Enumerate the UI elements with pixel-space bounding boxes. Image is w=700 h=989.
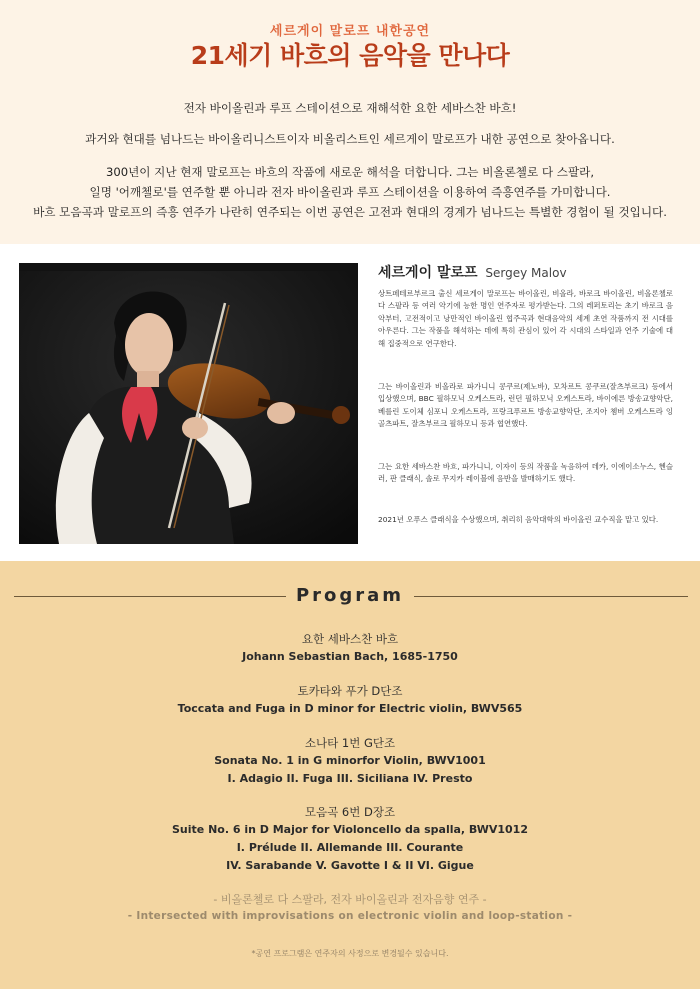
work-2-en: Sonata No. 1 in G minorfor Violin, BWV1001 [214, 754, 486, 767]
intro-line-3b: 일명 '어깨첼로'를 연주할 뿐 아니라 전자 바이올린과 루프 스테이션을 이용하여 즉흥연주를 가미합니다. [89, 185, 611, 199]
work-3-ko: 모음곡 6번 D장조 [304, 805, 396, 819]
work-2-movements: I. Adagio II. Fuga III. Siciliana IV. Presto [227, 772, 473, 785]
work-3-movements-1: I. Prélude II. Allemande III. Courante [236, 841, 464, 854]
performer-name-en: Sergey Malov [485, 266, 567, 280]
intro-line-1: 전자 바이올린과 루프 스테이션으로 재해석한 요한 세바스찬 바흐! [183, 101, 517, 115]
concert-subtitle: 세르게이 말로프 내한공연 [269, 24, 431, 39]
work-2-ko: 소나타 1번 G단조 [304, 736, 396, 750]
header-section [0, 0, 700, 244]
bio-paragraph-3: 그는 요한 세바스찬 바흐, 파가니니, 이자이 등의 작품을 녹음하여 데카, 이에이소누스, 헨슬러, 판 클래식, 솔로 무지카 레이블에 음반을 발매하기도 했다. [378, 462, 673, 484]
bio-paragraph-4: 2021년 오푸스 클래식을 수상했으며, 취리히 음악대학의 바이올린 교수직을 맡고 있다. [378, 515, 659, 524]
performer-name-ko: 세르게이 말로프 [378, 265, 478, 281]
program-title: Program [295, 585, 405, 606]
violinist-illustration [19, 263, 358, 544]
intro-paragraph-3 [0, 162, 700, 222]
composer-ko: 요한 세바스찬 바흐 [301, 632, 399, 646]
work-3-movements-2: IV. Sarabande V. Gavotte I & II VI. Gigue [226, 859, 474, 872]
performer-photo [19, 263, 358, 544]
intro-line-3a: 300년이 지난 현재 말로프는 바흐의 작품에 새로운 해석을 더합니다. 그는 비올론첼로 다 스팔라, [105, 165, 595, 179]
bio-paragraph-1: 상트페테르부르크 출신 세르게이 말로프는 바이올린, 비올라, 바로크 바이올린, 비올론첼로 다 스팔라 등 여러 악기에 능한 명인 연주자로 평가받는다. 그의 레퍼토리는 초기 바로크 음악부터, 고전적이고 낭만적인 바이올린 협주곡과 현대음악의 세계 초연 작품까지 전 시대를 아우른다. 그는 작품을 해석하는 데에 특히 관심이 있어 각 시대의 스타일과 연주 기술에 대해 집중적으로 연구한다. [378, 289, 673, 348]
improv-note-ko: - 비올론첼로 다 스팔라, 전자 바이올린과 전자음향 연주 - [213, 893, 487, 906]
intro-line-2: 과거와 현대를 넘나드는 바이올리니스트이자 비올리스트인 세르게이 말로프가 내한 공연으로 찾아옵니다. [85, 132, 615, 146]
performer-name [378, 262, 567, 282]
composer-en: Johann Sebastian Bach, 1685-1750 [242, 650, 458, 663]
work-1-en: Toccata and Fuga in D minor for Electric violin, BWV565 [177, 702, 523, 715]
program-footnote: *공연 프로그램은 연주자의 사정으로 변경될수 있습니다. [251, 949, 449, 958]
work-3-en: Suite No. 6 in D Major for Violoncello da spalla, BWV1012 [172, 823, 528, 836]
concert-title: 21세기 바흐의 음악을 만나다 [190, 41, 510, 70]
improv-note-en: - Intersected with improvisations on electronic violin and loop-station - [127, 910, 573, 922]
intro-line-3c: 바흐 모음곡과 말로프의 즉흥 연주가 나란히 연주되는 이번 공연은 고전과 현대의 경계가 넘나드는 특별한 경험이 될 것입니다. [33, 205, 667, 219]
work-1-ko: 토카타와 푸가 D단조 [297, 684, 403, 698]
bio-paragraph-2: 그는 바이올린과 비올라로 파가니니 콩쿠르(제노바), 모차르트 콩쿠르(잘츠부르크) 등에서 입상했으며, BBC 필하모닉 오케스트라, 런던 필하모닉 오케스트라, 바이에른 방송교향악단, 베를린 도이체 심포니 오케스트라, 프랑크푸르트 방송교향악단, 조지아 쳄버 오케스트라 잉골츠파트, 잘츠부르크 필하모니 등과 협연했다. [378, 382, 673, 429]
program-section [0, 561, 700, 989]
